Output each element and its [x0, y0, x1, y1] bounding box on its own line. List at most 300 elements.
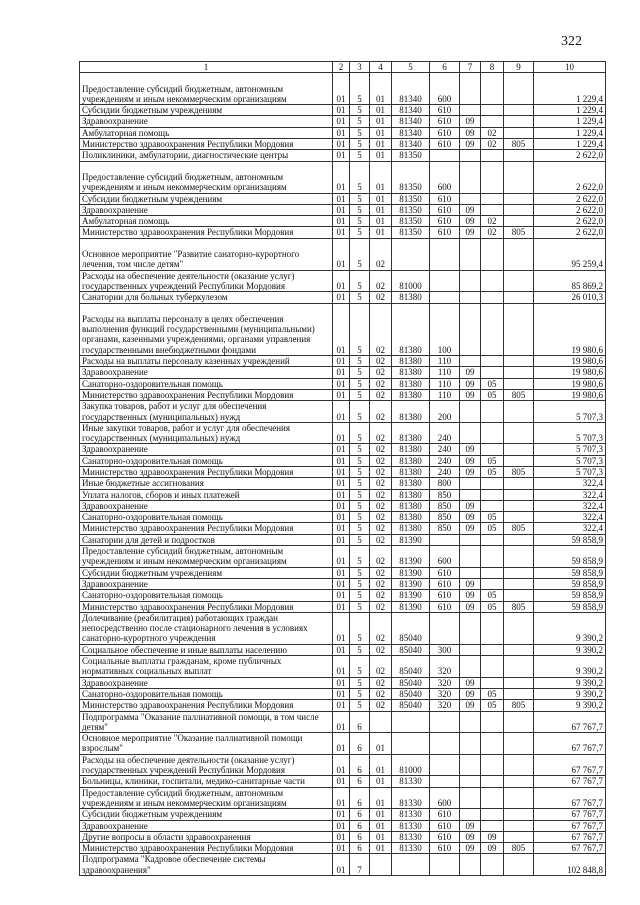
table-row	[80, 204, 606, 215]
subprogram-code-cell: 6	[350, 754, 370, 776]
expense-type-code-cell: 610	[430, 193, 460, 204]
program-code-cell: 01	[333, 677, 350, 688]
subprogram-code-cell: 6	[350, 733, 370, 755]
subsection-code-cell	[481, 303, 504, 356]
event-code-cell: 02	[370, 688, 392, 699]
table-row	[80, 754, 606, 776]
section-code-cell	[460, 656, 481, 678]
expense-type-code-cell: 610	[430, 139, 460, 150]
table-row	[80, 455, 606, 466]
expense-type-code-cell: 600	[430, 73, 460, 105]
subsection-code-cell: 05	[481, 688, 504, 699]
amount-cell: 102 848,8	[534, 854, 606, 876]
amount-cell: 9 390,2	[534, 656, 606, 678]
subprogram-code-cell: 5	[350, 401, 370, 423]
subsection-code-cell	[481, 500, 504, 511]
expense-type-code-cell: 110	[430, 378, 460, 389]
program-code-cell: 01	[333, 601, 350, 612]
column-header: 8	[481, 62, 504, 73]
expense-name-cell: Санаторно-оздоровительная помощь	[80, 590, 333, 601]
expense-name-cell: Расходы на выплаты персоналу в целях обеспечения выполнения функций государственными (муниципальными) органами, казенными учреждениями, органами управления государственными внебюджетными фондами	[80, 303, 333, 356]
subprogram-code-cell: 5	[350, 204, 370, 215]
expense-type-code-cell: 610	[430, 216, 460, 227]
section-code-cell: 09	[460, 688, 481, 699]
table-row	[80, 677, 606, 688]
event-code-cell: 02	[370, 590, 392, 601]
ministry-code-cell	[504, 677, 534, 688]
section-code-cell	[460, 478, 481, 489]
subprogram-code-cell: 5	[350, 356, 370, 367]
subprogram-code-cell: 5	[350, 303, 370, 356]
section-code-cell: 09	[460, 139, 481, 150]
section-code-cell	[460, 809, 481, 820]
column-header: 4	[370, 62, 392, 73]
subsection-code-cell	[481, 677, 504, 688]
amount-cell: 19 980,6	[534, 356, 606, 367]
expense-type-code-cell: 100	[430, 303, 460, 356]
ministry-code-cell	[504, 270, 534, 292]
section-code-cell	[460, 401, 481, 423]
amount-cell: 2 622,0	[534, 227, 606, 238]
expense-name-cell: Предоставление субсидий бюджетным, автономным учреждениям и иным некоммерческим организациям	[80, 546, 333, 568]
subsection-code-cell: 05	[481, 601, 504, 612]
direction-code-cell: 81350	[392, 216, 430, 227]
ministry-code-cell	[504, 401, 534, 423]
subsection-code-cell	[481, 854, 504, 876]
ministry-code-cell	[504, 105, 534, 116]
amount-cell: 67 767,7	[534, 809, 606, 820]
subprogram-code-cell: 5	[350, 367, 370, 378]
event-code-cell: 01	[370, 216, 392, 227]
event-code-cell: 01	[370, 809, 392, 820]
subsection-code-cell: 02	[481, 127, 504, 138]
event-code-cell: 01	[370, 161, 392, 193]
amount-cell: 59 858,9	[534, 578, 606, 589]
amount-cell: 9 390,2	[534, 700, 606, 711]
table-row	[80, 711, 606, 733]
expense-name-cell: Подпрограмма "Кадровое обеспечение системы здравоохранения"	[80, 854, 333, 876]
ministry-code-cell	[504, 534, 534, 545]
subsection-code-cell: 09	[481, 831, 504, 842]
subprogram-code-cell: 5	[350, 193, 370, 204]
subprogram-code-cell: 5	[350, 700, 370, 711]
table-row	[80, 422, 606, 444]
expense-type-code-cell: 610	[430, 204, 460, 215]
event-code-cell: 02	[370, 401, 392, 423]
column-header: 6	[430, 62, 460, 73]
subprogram-code-cell: 6	[350, 787, 370, 809]
expense-type-code-cell: 850	[430, 500, 460, 511]
amount-cell: 1 229,4	[534, 139, 606, 150]
amount-cell: 322,4	[534, 500, 606, 511]
ministry-code-cell	[504, 754, 534, 776]
section-code-cell: 09	[460, 590, 481, 601]
subprogram-code-cell: 5	[350, 578, 370, 589]
expense-name-cell: Здравоохранение	[80, 578, 333, 589]
subprogram-code-cell: 5	[350, 227, 370, 238]
expense-name-cell: Закупка товаров, работ и услуг для обеспечения государственных (муниципальных) нужд	[80, 401, 333, 423]
program-code-cell: 01	[333, 216, 350, 227]
expense-type-code-cell: 600	[430, 546, 460, 568]
subsection-code-cell	[481, 711, 504, 733]
expense-type-code-cell: 610	[430, 127, 460, 138]
event-code-cell: 02	[370, 389, 392, 400]
expense-type-code-cell: 610	[430, 105, 460, 116]
ministry-code-cell	[504, 820, 534, 831]
program-code-cell: 01	[333, 843, 350, 854]
expense-name-cell: Министерство здравоохранения Республики Мордовия	[80, 601, 333, 612]
section-code-cell	[460, 238, 481, 270]
program-code-cell: 01	[333, 444, 350, 455]
subprogram-code-cell: 6	[350, 843, 370, 854]
amount-cell: 59 858,9	[534, 601, 606, 612]
direction-code-cell: 81340	[392, 127, 430, 138]
subprogram-code-cell: 5	[350, 216, 370, 227]
program-code-cell: 01	[333, 139, 350, 150]
program-code-cell: 01	[333, 116, 350, 127]
expense-name-cell: Амбулаторная помощь	[80, 127, 333, 138]
column-header: 2	[333, 62, 350, 73]
subsection-code-cell	[481, 809, 504, 820]
direction-code-cell: 85040	[392, 677, 430, 688]
program-code-cell: 01	[333, 105, 350, 116]
direction-code-cell: 81330	[392, 787, 430, 809]
expense-type-code-cell: 200	[430, 401, 460, 423]
subsection-code-cell	[481, 356, 504, 367]
ministry-code-cell: 805	[504, 139, 534, 150]
expense-type-code-cell	[430, 711, 460, 733]
ministry-code-cell	[504, 831, 534, 842]
table-row	[80, 820, 606, 831]
subprogram-code-cell: 5	[350, 116, 370, 127]
table-row	[80, 127, 606, 138]
expense-type-code-cell: 320	[430, 677, 460, 688]
event-code-cell: 01	[370, 820, 392, 831]
direction-code-cell: 81330	[392, 831, 430, 842]
direction-code-cell: 81380	[392, 478, 430, 489]
event-code-cell: 01	[370, 204, 392, 215]
amount-cell: 5 707,3	[534, 401, 606, 423]
subsection-code-cell	[481, 820, 504, 831]
event-code-cell: 02	[370, 700, 392, 711]
section-code-cell: 09	[460, 512, 481, 523]
subprogram-code-cell: 5	[350, 601, 370, 612]
program-code-cell: 01	[333, 512, 350, 523]
section-code-cell	[460, 161, 481, 193]
amount-cell: 9 390,2	[534, 688, 606, 699]
column-header: 5	[392, 62, 430, 73]
ministry-code-cell	[504, 809, 534, 820]
ministry-code-cell	[504, 567, 534, 578]
subsection-code-cell	[481, 787, 504, 809]
expense-type-code-cell: 240	[430, 467, 460, 478]
program-code-cell: 01	[333, 523, 350, 534]
expense-type-code-cell: 110	[430, 367, 460, 378]
direction-code-cell: 81380	[392, 467, 430, 478]
expense-name-cell: Амбулаторная помощь	[80, 216, 333, 227]
ministry-code-cell	[504, 455, 534, 466]
table-row	[80, 831, 606, 842]
expense-type-code-cell	[430, 238, 460, 270]
amount-cell: 19 980,6	[534, 367, 606, 378]
direction-code-cell: 81000	[392, 754, 430, 776]
event-code-cell: 02	[370, 356, 392, 367]
event-code-cell: 01	[370, 116, 392, 127]
event-code-cell: 02	[370, 238, 392, 270]
ministry-code-cell	[504, 161, 534, 193]
expense-type-code-cell	[430, 150, 460, 161]
table-row	[80, 292, 606, 303]
ministry-code-cell	[504, 193, 534, 204]
amount-cell: 322,4	[534, 512, 606, 523]
expense-name-cell: Субсидии бюджетным учреждениям	[80, 809, 333, 820]
expense-type-code-cell: 110	[430, 356, 460, 367]
subprogram-code-cell: 6	[350, 776, 370, 787]
direction-code-cell: 81340	[392, 105, 430, 116]
table-row	[80, 139, 606, 150]
direction-code-cell: 85040	[392, 700, 430, 711]
amount-cell: 1 229,4	[534, 73, 606, 105]
expense-name-cell: Министерство здравоохранения Республики Мордовия	[80, 389, 333, 400]
expense-type-code-cell: 240	[430, 444, 460, 455]
expense-name-cell: Здравоохранение	[80, 820, 333, 831]
ministry-code-cell: 805	[504, 700, 534, 711]
expense-name-cell: Расходы на выплаты персоналу казенных учреждений	[80, 356, 333, 367]
subprogram-code-cell: 7	[350, 854, 370, 876]
event-code-cell: 01	[370, 776, 392, 787]
subsection-code-cell: 05	[481, 590, 504, 601]
expense-type-code-cell	[430, 754, 460, 776]
event-code-cell: 01	[370, 73, 392, 105]
expense-name-cell: Поликлиники, амбулатории, диагностические центры	[80, 150, 333, 161]
direction-code-cell: 81000	[392, 270, 430, 292]
subprogram-code-cell: 5	[350, 161, 370, 193]
table-row	[80, 500, 606, 511]
amount-cell: 2 622,0	[534, 161, 606, 193]
subsection-code-cell: 05	[481, 700, 504, 711]
expense-name-cell: Основное мероприятие "Оказание паллиативной помощи взрослым"	[80, 733, 333, 755]
table-row	[80, 787, 606, 809]
section-code-cell: 09	[460, 700, 481, 711]
direction-code-cell: 81380	[392, 292, 430, 303]
direction-code-cell: 81330	[392, 809, 430, 820]
event-code-cell: 01	[370, 139, 392, 150]
program-code-cell: 01	[333, 820, 350, 831]
event-code-cell	[370, 711, 392, 733]
subprogram-code-cell: 6	[350, 820, 370, 831]
program-code-cell: 01	[333, 73, 350, 105]
program-code-cell: 01	[333, 733, 350, 755]
direction-code-cell: 81380	[392, 378, 430, 389]
direction-code-cell	[392, 238, 430, 270]
event-code-cell: 01	[370, 733, 392, 755]
section-code-cell: 09	[460, 455, 481, 466]
amount-cell: 5 707,3	[534, 467, 606, 478]
ministry-code-cell	[504, 303, 534, 356]
table-row	[80, 656, 606, 678]
expense-name-cell: Предоставление субсидий бюджетным, автономным учреждениям и иным некоммерческим организациям	[80, 73, 333, 105]
subsection-code-cell: 02	[481, 216, 504, 227]
section-code-cell	[460, 776, 481, 787]
expense-name-cell: Санаторно-оздоровительная помощь	[80, 512, 333, 523]
ministry-code-cell: 805	[504, 389, 534, 400]
subsection-code-cell	[481, 567, 504, 578]
table-row	[80, 512, 606, 523]
ministry-code-cell	[504, 204, 534, 215]
section-code-cell: 09	[460, 378, 481, 389]
table-row	[80, 489, 606, 500]
subprogram-code-cell: 5	[350, 105, 370, 116]
event-code-cell: 02	[370, 578, 392, 589]
direction-code-cell: 81350	[392, 204, 430, 215]
expense-type-code-cell: 300	[430, 644, 460, 655]
subsection-code-cell	[481, 546, 504, 568]
ministry-code-cell	[504, 150, 534, 161]
expense-name-cell: Социальные выплаты гражданам, кроме публичных нормативных социальных выплат	[80, 656, 333, 678]
amount-cell: 322,4	[534, 489, 606, 500]
direction-code-cell: 81380	[392, 367, 430, 378]
subprogram-code-cell: 5	[350, 500, 370, 511]
event-code-cell: 01	[370, 127, 392, 138]
table-body	[80, 73, 606, 876]
ministry-code-cell	[504, 733, 534, 755]
event-code-cell: 02	[370, 644, 392, 655]
table-row	[80, 644, 606, 655]
program-code-cell: 01	[333, 303, 350, 356]
expense-name-cell: Расходы на обеспечение деятельности (оказание услуг) государственных учреждений Республики Мордовия	[80, 754, 333, 776]
event-code-cell: 02	[370, 612, 392, 644]
direction-code-cell: 81340	[392, 139, 430, 150]
expense-name-cell: Министерство здравоохранения Республики Мордовия	[80, 843, 333, 854]
direction-code-cell: 81380	[392, 489, 430, 500]
ministry-code-cell	[504, 644, 534, 655]
program-code-cell: 01	[333, 270, 350, 292]
table-row	[80, 843, 606, 854]
section-code-cell: 09	[460, 389, 481, 400]
expense-name-cell: Здравоохранение	[80, 500, 333, 511]
amount-cell: 59 858,9	[534, 534, 606, 545]
table-row	[80, 467, 606, 478]
ministry-code-cell	[504, 292, 534, 303]
ministry-code-cell	[504, 500, 534, 511]
direction-code-cell: 81380	[392, 356, 430, 367]
subprogram-code-cell: 5	[350, 612, 370, 644]
column-header: 9	[504, 62, 534, 73]
expense-type-code-cell	[430, 776, 460, 787]
section-code-cell: 09	[460, 523, 481, 534]
expense-type-code-cell: 850	[430, 523, 460, 534]
section-code-cell	[460, 644, 481, 655]
section-code-cell	[460, 422, 481, 444]
subsection-code-cell	[481, 478, 504, 489]
subsection-code-cell: 02	[481, 139, 504, 150]
ministry-code-cell	[504, 612, 534, 644]
expense-name-cell: Социальное обеспечение и иные выплаты населению	[80, 644, 333, 655]
table-row	[80, 523, 606, 534]
expense-type-code-cell	[430, 270, 460, 292]
subprogram-code-cell: 5	[350, 73, 370, 105]
event-code-cell: 02	[370, 303, 392, 356]
section-code-cell: 09	[460, 831, 481, 842]
direction-code-cell: 81350	[392, 193, 430, 204]
amount-cell: 26 010,3	[534, 292, 606, 303]
expense-type-code-cell: 600	[430, 787, 460, 809]
subsection-code-cell	[481, 150, 504, 161]
program-code-cell: 01	[333, 467, 350, 478]
expense-type-code-cell: 610	[430, 590, 460, 601]
amount-cell: 2 622,0	[534, 204, 606, 215]
program-code-cell: 01	[333, 422, 350, 444]
ministry-code-cell	[504, 73, 534, 105]
subprogram-code-cell: 5	[350, 688, 370, 699]
program-code-cell: 01	[333, 656, 350, 678]
event-code-cell: 02	[370, 478, 392, 489]
direction-code-cell: 81390	[392, 578, 430, 589]
section-code-cell: 09	[460, 116, 481, 127]
subprogram-code-cell: 5	[350, 378, 370, 389]
expense-type-code-cell: 800	[430, 478, 460, 489]
direction-code-cell: 81350	[392, 150, 430, 161]
column-header: 7	[460, 62, 481, 73]
program-code-cell: 01	[333, 356, 350, 367]
section-code-cell	[460, 733, 481, 755]
program-code-cell: 01	[333, 455, 350, 466]
expense-type-code-cell	[430, 612, 460, 644]
subprogram-code-cell: 5	[350, 656, 370, 678]
section-code-cell	[460, 787, 481, 809]
event-code-cell: 02	[370, 489, 392, 500]
amount-cell: 67 767,7	[534, 831, 606, 842]
subsection-code-cell	[481, 161, 504, 193]
program-code-cell: 01	[333, 227, 350, 238]
ministry-code-cell	[504, 444, 534, 455]
expense-type-code-cell	[430, 534, 460, 545]
program-code-cell: 01	[333, 612, 350, 644]
expense-type-code-cell: 610	[430, 843, 460, 854]
amount-cell: 1 229,4	[534, 127, 606, 138]
amount-cell: 67 767,7	[534, 711, 606, 733]
amount-cell: 2 622,0	[534, 216, 606, 227]
event-code-cell: 02	[370, 378, 392, 389]
table-row	[80, 733, 606, 755]
event-code-cell: 01	[370, 843, 392, 854]
expense-type-code-cell	[430, 854, 460, 876]
expense-name-cell: Санаторно-оздоровительная помощь	[80, 688, 333, 699]
direction-code-cell: 81390	[392, 567, 430, 578]
direction-code-cell: 81380	[392, 512, 430, 523]
subprogram-code-cell: 5	[350, 389, 370, 400]
subsection-code-cell: 05	[481, 523, 504, 534]
subsection-code-cell: 09	[481, 843, 504, 854]
ministry-code-cell: 805	[504, 227, 534, 238]
event-code-cell: 02	[370, 270, 392, 292]
section-code-cell: 09	[460, 367, 481, 378]
direction-code-cell: 81330	[392, 820, 430, 831]
expense-type-code-cell	[430, 292, 460, 303]
direction-code-cell: 81380	[392, 389, 430, 400]
subsection-code-cell	[481, 733, 504, 755]
subprogram-code-cell: 6	[350, 809, 370, 820]
table-row	[80, 809, 606, 820]
expense-name-cell: Министерство здравоохранения Республики Мордовия	[80, 523, 333, 534]
section-code-cell: 09	[460, 820, 481, 831]
section-code-cell	[460, 105, 481, 116]
section-code-cell	[460, 303, 481, 356]
column-header: 3	[350, 62, 370, 73]
expense-name-cell: Основное мероприятие "Развитие санаторно-курортного лечения, том числе детям"	[80, 238, 333, 270]
ministry-code-cell	[504, 378, 534, 389]
expense-type-code-cell	[430, 733, 460, 755]
